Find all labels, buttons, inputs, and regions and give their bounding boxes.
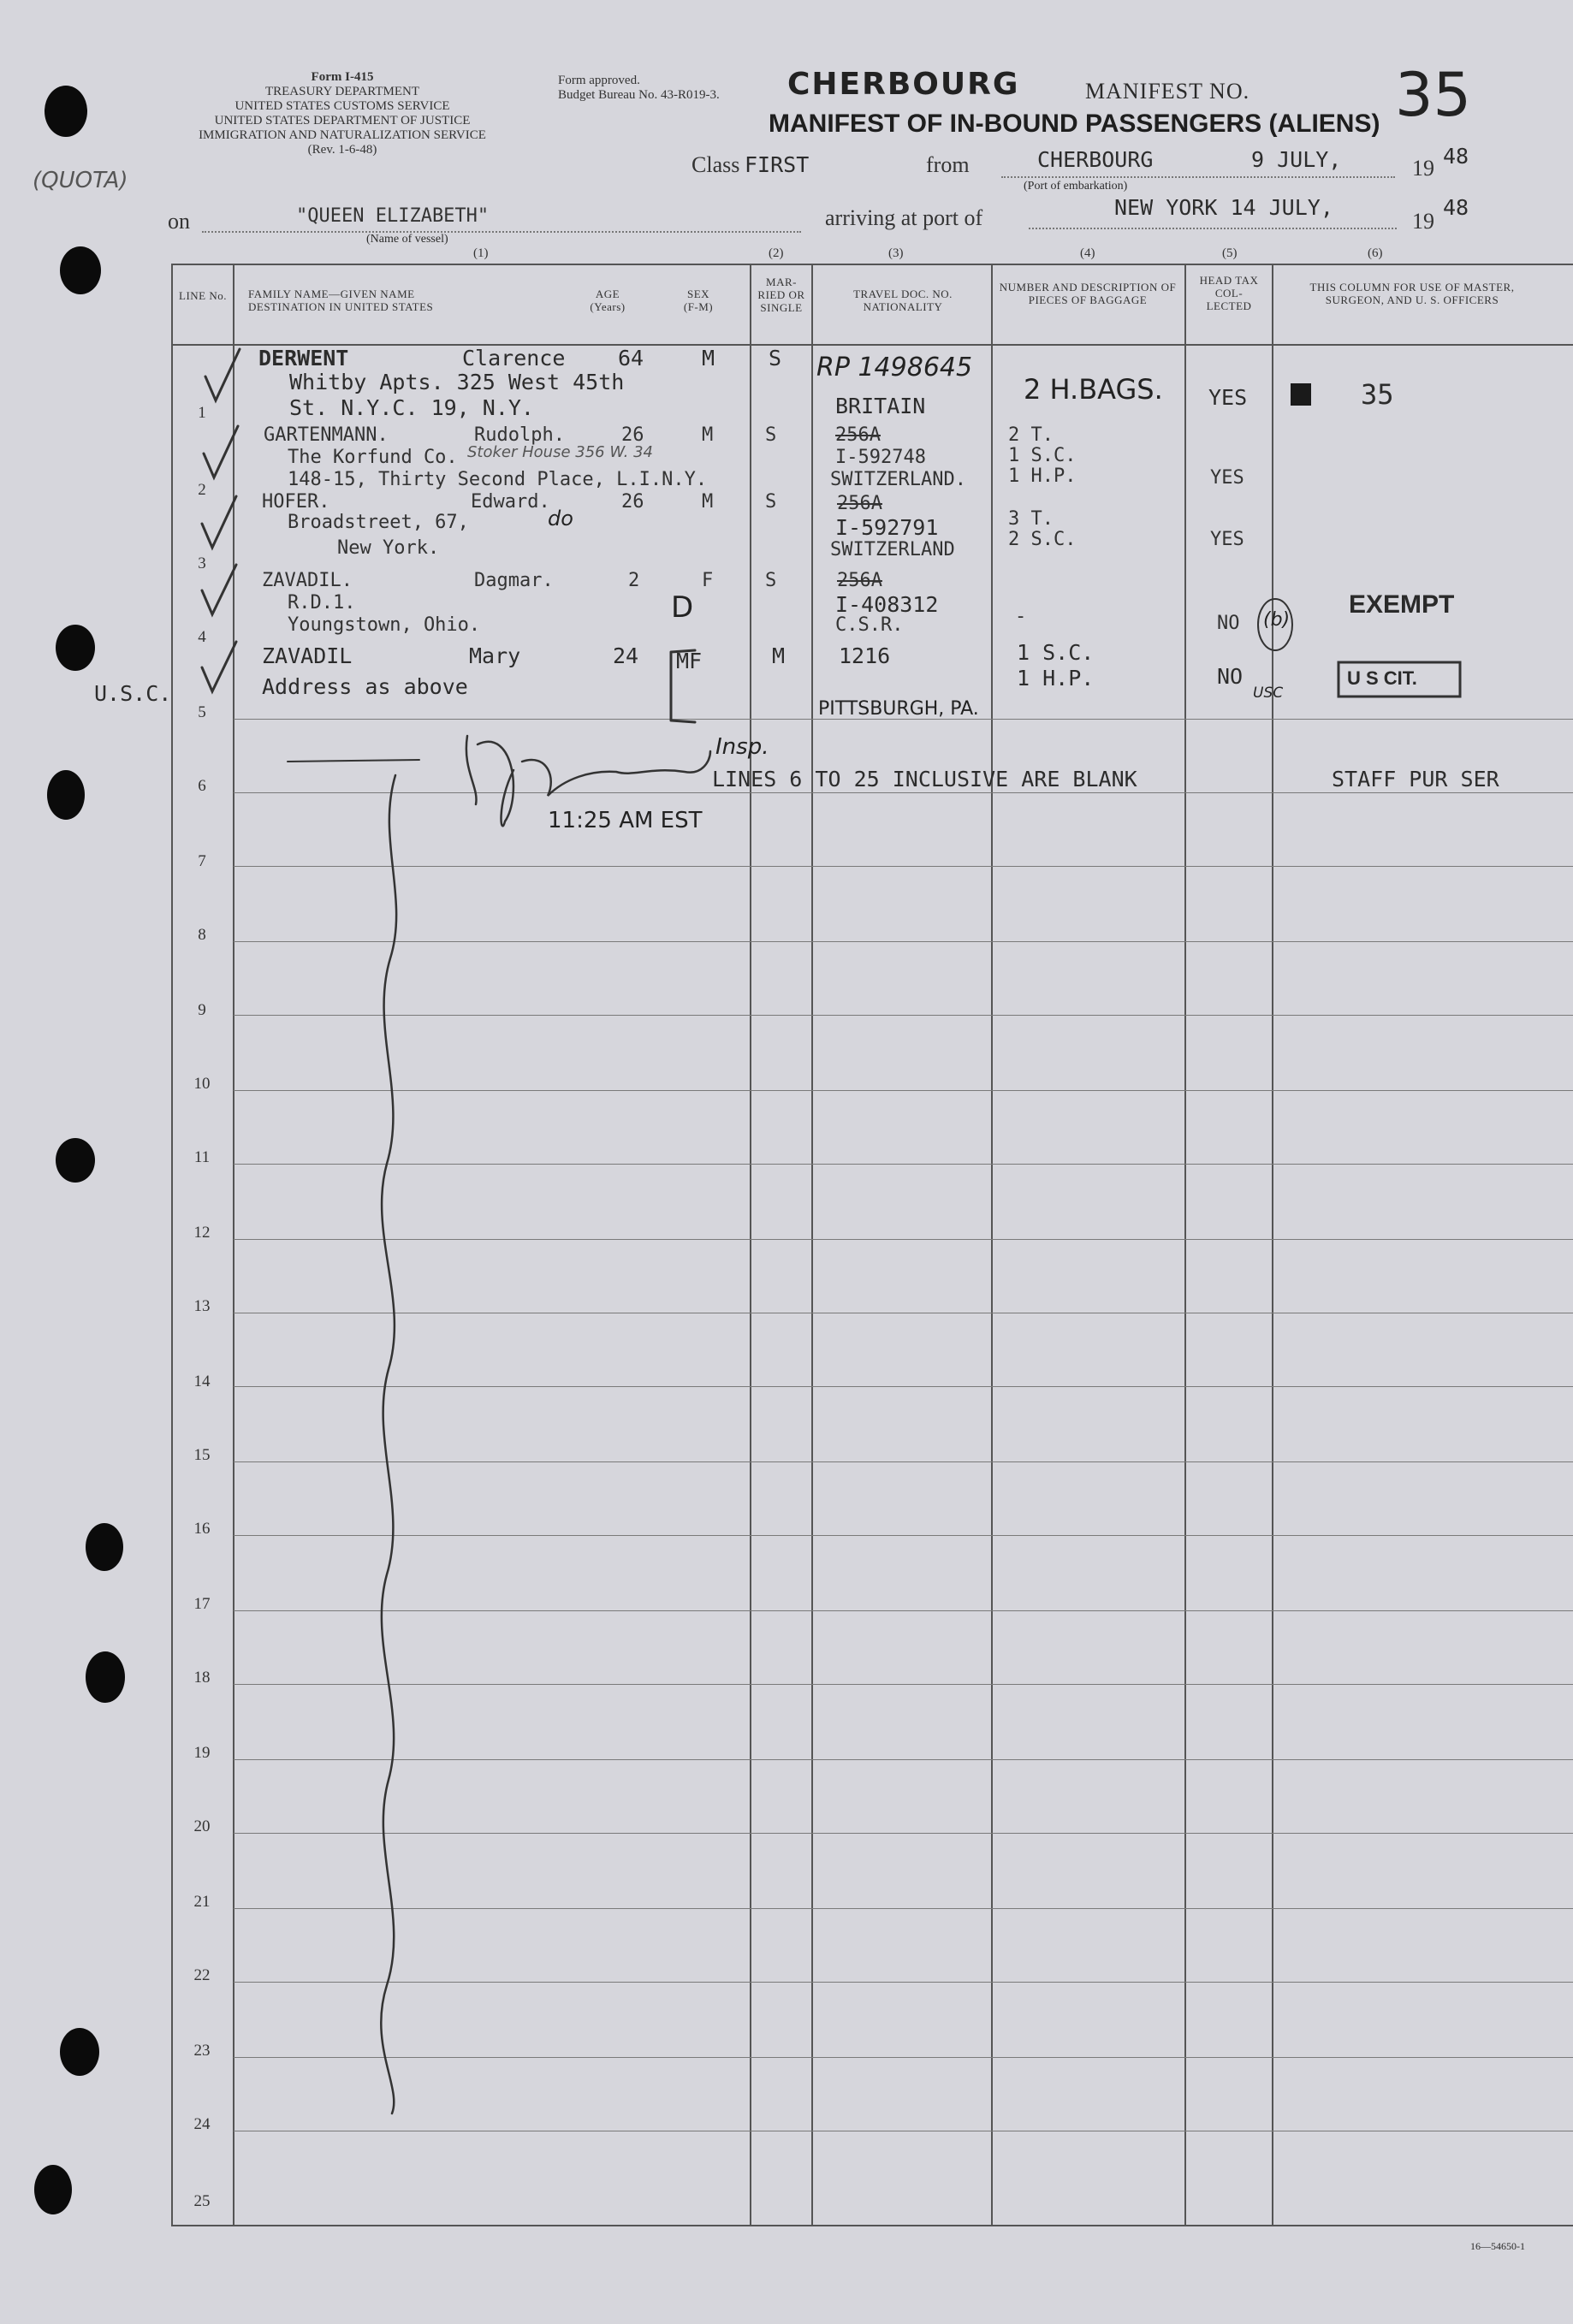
manifest-title: MANIFEST OF IN-BOUND PASSENGERS (ALIENS) — [769, 110, 1380, 138]
p4-age: 2 — [628, 570, 640, 591]
check-mark-icon — [204, 426, 238, 477]
line-number: 18 — [193, 1669, 211, 1687]
p4-officer: EXEMPT — [1349, 590, 1455, 619]
p2-family: GARTENMANN. — [264, 424, 389, 446]
p1-officer: 35 — [1361, 378, 1394, 411]
line-number: 17 — [193, 1595, 211, 1613]
p4-given: Dagmar. — [474, 570, 554, 591]
p5-married: M — [772, 643, 786, 668]
arriving-label: arriving at port of — [825, 205, 983, 230]
p1-age: 64 — [618, 346, 644, 371]
line-number: 2 — [198, 481, 206, 499]
p2-sex: M — [702, 424, 714, 446]
p3-tax: YES — [1210, 529, 1244, 550]
col-name-line2: DESTINATION IN UNITED STATES — [248, 300, 434, 313]
col-sex-line2: (F-M) — [683, 300, 714, 313]
col-age-line1: AGE — [595, 288, 620, 300]
line-number: 6 — [198, 777, 206, 795]
p5-nationality: PITTSBURGH, PA. — [818, 698, 979, 720]
p2-nationality: SWITZERLAND. — [830, 469, 966, 490]
signature-stroke — [288, 760, 419, 762]
p3-nationality: SWITZERLAND — [830, 539, 955, 560]
p5-age: 24 — [613, 643, 639, 668]
treasury-dept: TREASURY DEPARTMENT — [264, 85, 420, 98]
col-sex-line1: SEX — [686, 288, 710, 300]
p5-tax: NO — [1217, 664, 1244, 689]
col-num-4: (4) — [1080, 246, 1095, 260]
col-name-line1: FAMILY NAME—GIVEN NAME — [248, 288, 415, 300]
customs-service: UNITED STATES CUSTOMS SERVICE — [234, 99, 450, 113]
check-mark-icon — [202, 642, 236, 691]
embark-date: 9 JULY, — [1251, 147, 1342, 172]
p5-side-note: U.S.C. — [94, 681, 172, 706]
p2-addr2: 148-15, Thirty Second Place, L.I.N.Y. — [288, 469, 708, 490]
line-number: 21 — [193, 1893, 211, 1911]
ins: IMMIGRATION AND NATURALIZATION SERVICE — [199, 128, 486, 142]
p1-given: Clarence — [462, 346, 566, 371]
form-footer: 16—54650-1 — [1470, 2240, 1525, 2252]
line-number: 5 — [198, 703, 206, 721]
p4-addr2: Youngstown, Ohio. — [288, 614, 481, 636]
p1-addr1: Whitby Apts. 325 West 45th — [289, 370, 625, 394]
p4-family: ZAVADIL. — [262, 570, 353, 591]
p3-bag2: 2 S.C. — [1008, 529, 1077, 550]
line-number: 8 — [198, 926, 206, 944]
col-travel-line2: NATIONALITY — [863, 300, 943, 313]
class-value: FIRST — [745, 152, 810, 177]
p2-married: S — [765, 424, 777, 446]
line-number: 22 — [193, 1966, 211, 1984]
p2-age: 26 — [621, 424, 644, 446]
p3-family: HOFER. — [262, 491, 330, 513]
line-number: 4 — [198, 628, 206, 646]
col-headtax: HEAD TAX COL- LECTED — [1199, 274, 1259, 312]
p5-sex: MF — [676, 649, 703, 673]
line-number: 25 — [193, 2192, 211, 2210]
p1-married: S — [769, 346, 782, 371]
p5-officer: U S CIT. — [1347, 667, 1417, 689]
from-value: CHERBOURG — [1037, 147, 1154, 172]
p5-bag2: 1 H.P. — [1017, 666, 1095, 691]
p4-doc-crossed: 256A — [837, 570, 882, 591]
p4-bag1: - — [1015, 606, 1027, 627]
line-number: 7 — [198, 852, 206, 870]
p3-doc: I-592791 — [835, 515, 939, 540]
vessel-caption: (Name of vessel) — [366, 233, 448, 246]
p2-doc: I-592748 — [835, 447, 926, 468]
p5-doc: 1216 — [839, 643, 891, 668]
p4-nationality: C.S.R. — [835, 614, 904, 636]
from-label: from — [926, 152, 970, 177]
p3-sex: M — [702, 491, 714, 513]
p2-bag2: 1 S.C. — [1008, 445, 1077, 466]
form-number: Form I-415 — [311, 70, 374, 84]
manifest-number: 35 — [1395, 60, 1472, 130]
blank-lines-note: LINES 6 TO 25 INCLUSIVE ARE BLANK — [712, 767, 1137, 791]
staff-note: STAFF PUR SER — [1332, 767, 1499, 791]
p2-addr1: The Korfund Co. — [288, 447, 458, 468]
p3-ditto: do — [548, 507, 573, 531]
col-num-2: (2) — [769, 246, 784, 260]
col-baggage: NUMBER AND DESCRIPTION OF PIECES OF BAGGAGE — [999, 281, 1177, 306]
line-number: 19 — [193, 1744, 211, 1762]
line-number: 23 — [193, 2042, 211, 2060]
quota-note: (QUOTA) — [33, 168, 128, 193]
justice-dept: UNITED STATES DEPARTMENT OF JUSTICE — [214, 114, 471, 127]
signature-title: Insp. — [715, 734, 769, 760]
p5-family: ZAVADIL — [262, 643, 353, 668]
arr-year-prefix: 19 — [1412, 209, 1434, 234]
embark-caption: (Port of embarkation) — [1024, 180, 1128, 193]
p3-addr1: Broadstreet, 67, — [288, 512, 469, 533]
col-num-1: (1) — [473, 246, 489, 260]
p1-nationality: BRITAIN — [835, 394, 926, 418]
line-number: 16 — [193, 1520, 211, 1538]
revision: (Rev. 1-6-48) — [307, 143, 377, 157]
p1-tax: YES — [1208, 385, 1248, 410]
line-number: 1 — [198, 404, 206, 422]
p2-given: Rudolph. — [474, 424, 565, 446]
line-number: 11 — [193, 1148, 211, 1166]
p4-addr1: R.D.1. — [288, 592, 356, 614]
p3-given: Edward. — [471, 491, 550, 513]
p1-family: DERWENT — [258, 346, 349, 371]
port-handwritten: CHERBOURG — [787, 67, 1020, 102]
line-number: 10 — [193, 1075, 211, 1093]
line-number: 15 — [193, 1446, 211, 1464]
budget-number: Budget Bureau No. 43-R019-3. — [558, 88, 720, 102]
col-num-5: (5) — [1222, 246, 1238, 260]
arrival-value: NEW YORK 14 JULY, — [1114, 195, 1333, 220]
p3-age: 26 — [621, 491, 644, 513]
col-married: MAR- RIED OR SINGLE — [757, 276, 805, 314]
approved-label: Form approved. — [558, 74, 640, 87]
p3-bag1: 3 T. — [1008, 508, 1054, 530]
p1-addr2: St. N.Y.C. 19, N.Y. — [289, 395, 534, 420]
p4-mark: D — [671, 590, 694, 625]
p3-married: S — [765, 491, 777, 513]
p4-sex: F — [702, 570, 714, 591]
check-mark-icon — [202, 565, 236, 614]
p5-addr1: Address as above — [262, 674, 468, 699]
class-label: Class — [692, 152, 740, 177]
line-number: 24 — [193, 2115, 211, 2133]
p2-bag3: 1 H.P. — [1008, 465, 1077, 487]
p4-doc: I-408312 — [835, 592, 939, 617]
year-suffix: 48 — [1443, 144, 1469, 169]
year-prefix: 19 — [1412, 156, 1434, 181]
p2-addr1-hand: Stoker House 356 W. 34 — [467, 443, 654, 461]
p3-doc-crossed: 256A — [837, 493, 882, 514]
on-label: on — [168, 209, 190, 234]
p3-addr2: New York. — [337, 537, 440, 559]
check-mark-icon — [202, 496, 236, 548]
p5-bag1: 1 S.C. — [1017, 640, 1095, 665]
p1-doc: RP 1498645 — [816, 353, 973, 382]
p2-doc-crossed: 256A — [835, 424, 881, 446]
line-number: 12 — [193, 1224, 211, 1242]
manifest-no-label: MANIFEST NO. — [1085, 79, 1250, 104]
p5-tax-note: USC — [1253, 685, 1284, 702]
col-num-6: (6) — [1368, 246, 1383, 260]
line-number: 13 — [193, 1297, 211, 1315]
stamp-mark — [1291, 383, 1311, 406]
col-age-line2: (Years) — [590, 300, 626, 313]
line-number: 3 — [198, 554, 206, 572]
signature-time: 11:25 AM EST — [548, 808, 703, 833]
col-travel-line1: TRAVEL DOC. NO. — [853, 288, 953, 300]
col-line-no: LINE No. — [179, 289, 227, 302]
arr-year-suffix: 48 — [1443, 195, 1469, 220]
check-mark-icon — [205, 349, 240, 400]
col-num-3: (3) — [888, 246, 904, 260]
p1-sex: M — [702, 346, 715, 371]
p2-bag1: 2 T. — [1008, 424, 1054, 446]
vessel-name: "QUEEN ELIZABETH" — [296, 205, 490, 227]
p4-tax-note: (b) — [1263, 609, 1291, 631]
p1-baggage: 2 H.BAGS. — [1024, 373, 1163, 406]
p4-married: S — [765, 570, 777, 591]
p2-tax: YES — [1210, 467, 1244, 489]
line-number: 20 — [193, 1817, 211, 1835]
p5-given: Mary — [469, 643, 521, 668]
wavy-line — [381, 775, 396, 2114]
line-number: 14 — [193, 1372, 211, 1390]
col-officers: THIS COLUMN FOR USE OF MASTER, SURGEON, AND U. S. OFFICERS — [1309, 281, 1515, 306]
line-number: 9 — [198, 1001, 206, 1019]
p4-tax: NO — [1217, 613, 1240, 634]
